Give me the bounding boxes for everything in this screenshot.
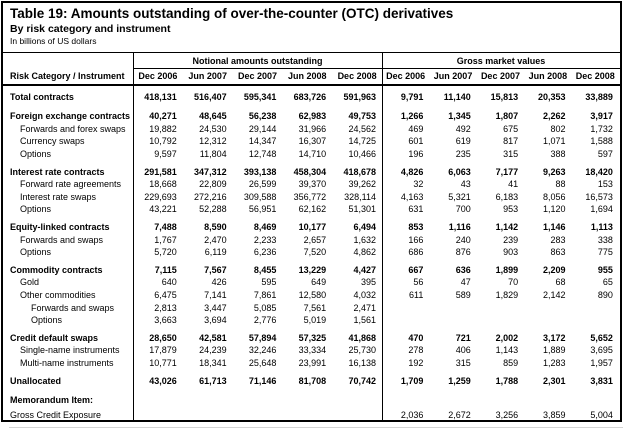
cell-value: 39,262 <box>348 179 376 190</box>
cell-value: 3,917 <box>590 111 613 122</box>
cell-value: 48,645 <box>199 111 227 122</box>
row-label: Forwards and swaps <box>20 234 104 245</box>
row-label: Options <box>20 247 52 258</box>
cell-value: 1,116 <box>448 222 471 233</box>
cell-value: 955 <box>597 264 613 275</box>
cell-value: 5,004 <box>590 409 613 420</box>
cell-value: 10,792 <box>149 136 177 147</box>
group-header-underline <box>133 68 620 69</box>
column-header: Dec 2007 <box>237 71 278 81</box>
column-header: Dec 2008 <box>575 71 615 81</box>
cell-value: 81,708 <box>298 375 327 386</box>
row-header-label: Risk Category / Instrument <box>10 71 125 81</box>
cell-value: 859 <box>503 357 519 368</box>
column-header: Jun 2007 <box>188 71 227 81</box>
cell-value: 1,120 <box>543 204 566 215</box>
cell-value: 2,672 <box>448 409 471 420</box>
cell-value: 1,266 <box>400 111 424 122</box>
cell-value: 70 <box>508 277 519 288</box>
cell-value: 3,695 <box>590 345 613 356</box>
section-spacer <box>3 387 620 394</box>
table-row <box>3 178 620 191</box>
row-label: Currency swaps <box>20 136 85 147</box>
table-row <box>3 344 620 357</box>
cell-value: 5,019 <box>303 315 327 326</box>
column-header: Jun 2008 <box>528 71 568 81</box>
cell-value: 8,590 <box>204 222 227 233</box>
cell-value: 2,471 <box>353 302 376 313</box>
cell-value: 28,650 <box>149 332 177 343</box>
cell-value: 43,026 <box>149 375 177 386</box>
cell-value: 3,859 <box>543 409 566 420</box>
cell-value: 9,791 <box>400 91 424 102</box>
cell-value: 1,071 <box>543 136 566 147</box>
cell-value: 6,183 <box>495 191 519 202</box>
cell-value: 1,767 <box>154 234 177 245</box>
cell-value: 3,831 <box>590 375 613 386</box>
cell-value: 14,725 <box>348 136 376 147</box>
cell-value: 2,813 <box>154 302 177 313</box>
cell-value: 309,588 <box>243 191 277 202</box>
cell-value: 516,407 <box>194 91 227 102</box>
cell-value: 41 <box>508 179 519 190</box>
table-row <box>3 221 620 234</box>
page-shadow-line <box>9 427 623 428</box>
cell-value: 3,256 <box>495 409 519 420</box>
table-title: Table 19: Amounts outstanding of over-the-counter (OTC) derivatives <box>10 6 454 21</box>
cell-value: 700 <box>455 204 471 215</box>
table-row <box>3 110 620 123</box>
cell-value: 192 <box>408 357 424 368</box>
notional-group-header: Notional amounts outstanding <box>192 55 323 66</box>
table-row <box>3 314 620 327</box>
cell-value: 591,963 <box>343 91 376 102</box>
cell-value: 328,114 <box>344 191 376 202</box>
cell-value: 10,771 <box>149 357 177 368</box>
cell-value: 418,678 <box>343 166 376 177</box>
row-label: Other commodities <box>20 290 96 301</box>
group-divider <box>382 53 383 420</box>
cell-value: 62,162 <box>298 204 327 215</box>
cell-value: 338 <box>597 234 613 245</box>
cell-value: 393,138 <box>243 166 277 177</box>
column-header: Dec 2007 <box>480 71 520 81</box>
cell-value: 13,229 <box>298 264 327 275</box>
cell-value: 26,599 <box>248 179 277 190</box>
table-body <box>3 86 620 421</box>
row-label: Gold <box>20 277 40 288</box>
row-label: Equity-linked contracts <box>10 222 110 233</box>
cell-value: 2,776 <box>253 315 277 326</box>
row-label: Interest rate swaps <box>20 191 97 202</box>
cell-value: 1,957 <box>590 357 613 368</box>
cell-value: 388 <box>550 149 566 160</box>
group-header-row <box>3 53 620 68</box>
cell-value: 890 <box>597 290 613 301</box>
cell-value: 7,141 <box>204 290 227 301</box>
cell-value: 5,720 <box>154 247 177 258</box>
column-header: Jun 2008 <box>288 71 327 81</box>
cell-value: 61,713 <box>199 375 227 386</box>
cell-value: 62,983 <box>298 111 327 122</box>
cell-value: 2,657 <box>303 234 327 245</box>
table-row <box>3 289 620 302</box>
cell-value: 278 <box>408 345 424 356</box>
cell-value: 7,567 <box>204 264 227 275</box>
cell-value: 8,469 <box>253 222 277 233</box>
cell-value: 24,239 <box>199 345 227 356</box>
cell-value: 3,447 <box>204 302 227 313</box>
cell-value: 1,283 <box>543 357 566 368</box>
row-label: Memorandum Item: <box>10 395 94 406</box>
cell-value: 19,882 <box>149 123 177 134</box>
cell-value: 1,829 <box>495 290 519 301</box>
cell-value: 640 <box>161 277 177 288</box>
cell-value: 16,573 <box>585 191 613 202</box>
cell-value: 65 <box>602 277 613 288</box>
cell-value: 2,209 <box>543 264 566 275</box>
cell-value: 4,032 <box>353 290 376 301</box>
cell-value: 8,455 <box>253 264 277 275</box>
cell-value: 57,894 <box>248 332 277 343</box>
table-row <box>3 165 620 178</box>
cell-value: 1,889 <box>543 345 566 356</box>
cell-value: 9,597 <box>154 149 177 160</box>
cell-value: 57,325 <box>298 332 327 343</box>
row-label: Credit default swaps <box>10 332 99 343</box>
cell-value: 3,172 <box>543 332 566 343</box>
cell-value: 492 <box>455 123 471 134</box>
cell-value: 1,345 <box>448 111 471 122</box>
cell-value: 41,868 <box>348 332 376 343</box>
row-label: Gross Credit Exposure <box>10 409 102 420</box>
row-label: Interest rate contracts <box>10 166 105 177</box>
cell-value: 1,259 <box>448 375 471 386</box>
cell-value: 7,520 <box>303 247 327 258</box>
cell-value: 597 <box>597 149 613 160</box>
cell-value: 721 <box>455 332 471 343</box>
cell-value: 7,488 <box>154 222 177 233</box>
cell-value: 406 <box>455 345 471 356</box>
cell-value: 631 <box>408 204 424 215</box>
cell-value: 229,693 <box>144 191 177 202</box>
table-row <box>3 191 620 204</box>
cell-value: 239 <box>503 234 519 245</box>
cell-value: 1,588 <box>590 136 613 147</box>
cell-value: 5,652 <box>590 332 613 343</box>
cell-value: 31,966 <box>298 123 327 134</box>
column-header: Dec 2006 <box>386 71 426 81</box>
cell-value: 291,581 <box>144 166 177 177</box>
cell-value: 601 <box>408 136 424 147</box>
cell-value: 10,466 <box>348 149 376 160</box>
cell-value: 1,113 <box>590 222 613 233</box>
cell-value: 56 <box>413 277 424 288</box>
cell-value: 5,085 <box>253 302 277 313</box>
cell-value: 315 <box>503 149 519 160</box>
cell-value: 235 <box>455 149 471 160</box>
cell-value: 2,002 <box>495 332 519 343</box>
cell-value: 40,271 <box>149 111 177 122</box>
cell-value: 775 <box>597 247 613 258</box>
cell-value: 356,772 <box>293 191 327 202</box>
table-row <box>3 357 620 370</box>
cell-value: 6,475 <box>154 290 177 301</box>
cell-value: 426 <box>211 277 227 288</box>
row-label: Options <box>31 315 63 326</box>
cell-value: 395 <box>360 277 376 288</box>
table-row <box>3 233 620 246</box>
cell-value: 1,142 <box>495 222 519 233</box>
cell-value: 4,427 <box>353 264 376 275</box>
cell-value: 12,748 <box>248 149 277 160</box>
cell-value: 24,562 <box>348 123 376 134</box>
title-block <box>3 3 620 46</box>
cell-value: 863 <box>550 247 566 258</box>
cell-value: 166 <box>408 234 424 245</box>
row-label: Total contracts <box>10 91 74 102</box>
cell-value: 6,119 <box>204 247 227 258</box>
column-header: Dec 2008 <box>337 71 377 81</box>
cell-value: 595 <box>261 277 277 288</box>
cell-value: 12,312 <box>199 136 227 147</box>
cell-value: 33,889 <box>585 91 613 102</box>
cell-value: 43 <box>460 179 471 190</box>
cell-value: 9,263 <box>543 166 566 177</box>
cell-value: 418,131 <box>144 91 177 102</box>
table-row <box>3 408 620 421</box>
cell-value: 2,301 <box>543 375 566 386</box>
cell-value: 25,730 <box>348 345 376 356</box>
cell-value: 589 <box>455 290 471 301</box>
cell-value: 39,370 <box>298 179 327 190</box>
cell-value: 6,063 <box>448 166 471 177</box>
table-row <box>3 264 620 277</box>
cell-value: 4,826 <box>400 166 424 177</box>
cell-value: 675 <box>503 123 519 134</box>
gross-group-header: Gross market values <box>456 55 546 66</box>
table-row <box>3 332 620 345</box>
cell-value: 18,420 <box>585 166 613 177</box>
cell-value: 1,632 <box>353 234 376 245</box>
table-row <box>3 88 620 105</box>
table-row <box>3 276 620 289</box>
cell-value: 51,301 <box>348 204 376 215</box>
table-row <box>3 394 620 407</box>
row-label: Multi-name instruments <box>20 357 114 368</box>
cell-value: 2,142 <box>543 290 566 301</box>
row-label: Forwards and forex swaps <box>20 123 126 134</box>
cell-value: 636 <box>455 264 471 275</box>
cell-value: 56,238 <box>248 111 277 122</box>
cell-value: 49,753 <box>348 111 376 122</box>
table-grid <box>3 52 620 420</box>
cell-value: 315 <box>455 357 471 368</box>
cell-value: 15,813 <box>490 91 519 102</box>
cell-value: 32,246 <box>248 345 277 356</box>
cell-value: 29,144 <box>248 123 277 134</box>
row-label: Commodity contracts <box>10 264 103 275</box>
table-subtitle: By risk category and instrument <box>10 23 171 35</box>
otc-derivatives-table <box>1 1 622 422</box>
cell-value: 8,056 <box>543 191 566 202</box>
cell-value: 18,668 <box>149 179 177 190</box>
cell-value: 3,694 <box>204 315 227 326</box>
cell-value: 11,140 <box>443 91 471 102</box>
cell-value: 853 <box>408 222 424 233</box>
cell-value: 1,899 <box>495 264 519 275</box>
cell-value: 7,115 <box>154 264 177 275</box>
cell-value: 33,334 <box>298 345 327 356</box>
row-label: Foreign exchange contracts <box>10 111 131 122</box>
cell-value: 6,494 <box>353 222 376 233</box>
row-label: Options <box>20 204 52 215</box>
cell-value: 6,236 <box>253 247 277 258</box>
cell-value: 953 <box>503 204 519 215</box>
column-header: Dec 2006 <box>138 71 178 81</box>
cell-value: 7,177 <box>495 166 519 177</box>
column-header-row <box>3 68 620 86</box>
row-label: Options <box>20 149 52 160</box>
cell-value: 1,807 <box>495 111 519 122</box>
cell-value: 1,709 <box>400 375 424 386</box>
cell-value: 42,581 <box>199 332 227 343</box>
cell-value: 1,561 <box>353 315 376 326</box>
row-label: Forwards and swaps <box>31 302 115 313</box>
table-row <box>3 301 620 314</box>
cell-value: 10,177 <box>298 222 327 233</box>
cell-value: 649 <box>311 277 327 288</box>
cell-value: 347,312 <box>194 166 227 177</box>
cell-value: 22,809 <box>199 179 227 190</box>
cell-value: 7,861 <box>253 290 277 301</box>
cell-value: 876 <box>455 247 471 258</box>
cell-value: 47 <box>460 277 471 288</box>
cell-value: 12,580 <box>298 290 327 301</box>
cell-value: 56,951 <box>248 204 277 215</box>
cell-value: 2,233 <box>253 234 277 245</box>
cell-value: 18,341 <box>199 357 227 368</box>
cell-value: 2,036 <box>400 409 424 420</box>
cell-value: 20,353 <box>538 91 566 102</box>
table-row <box>3 203 620 216</box>
cell-value: 2,470 <box>204 234 227 245</box>
cell-value: 1,694 <box>590 204 613 215</box>
cell-value: 3,663 <box>154 315 177 326</box>
cell-value: 611 <box>409 290 424 301</box>
cell-value: 16,138 <box>348 357 376 368</box>
cell-value: 70,742 <box>348 375 376 386</box>
table-row <box>3 135 620 148</box>
cell-value: 43,221 <box>149 204 177 215</box>
cell-value: 23,991 <box>298 357 327 368</box>
cell-value: 458,304 <box>293 166 327 177</box>
cell-value: 686 <box>408 247 424 258</box>
table-row <box>3 148 620 161</box>
cell-value: 1,732 <box>590 123 613 134</box>
cell-value: 11,804 <box>199 149 227 160</box>
cell-value: 25,648 <box>248 357 277 368</box>
cell-value: 5,321 <box>448 191 471 202</box>
cell-value: 14,347 <box>248 136 277 147</box>
cell-value: 903 <box>503 247 519 258</box>
cell-value: 619 <box>455 136 471 147</box>
cell-value: 68 <box>555 277 566 288</box>
cell-value: 14,710 <box>298 149 327 160</box>
cell-value: 4,862 <box>353 247 376 258</box>
cell-value: 595,341 <box>243 91 277 102</box>
cell-value: 7,561 <box>303 302 327 313</box>
cell-value: 240 <box>455 234 471 245</box>
cell-value: 469 <box>408 123 424 134</box>
cell-value: 71,146 <box>248 375 277 386</box>
cell-value: 1,143 <box>495 345 519 356</box>
label-column-divider <box>133 53 134 420</box>
cell-value: 16,307 <box>298 136 327 147</box>
column-header: Jun 2007 <box>433 71 473 81</box>
cell-value: 17,879 <box>149 345 177 356</box>
cell-value: 272,216 <box>194 191 227 202</box>
cell-value: 470 <box>408 332 424 343</box>
cell-value: 802 <box>550 123 566 134</box>
cell-value: 817 <box>503 136 519 147</box>
cell-value: 32 <box>413 179 424 190</box>
cell-value: 153 <box>597 179 613 190</box>
unit-note: In billions of US dollars <box>10 36 97 46</box>
cell-value: 24,530 <box>199 123 227 134</box>
cell-value: 52,288 <box>199 204 227 215</box>
cell-value: 196 <box>408 149 424 160</box>
table-row <box>3 246 620 259</box>
row-label: Forward rate agreements <box>20 179 122 190</box>
cell-value: 88 <box>555 179 566 190</box>
cell-value: 1,146 <box>543 222 566 233</box>
table-row <box>3 374 620 387</box>
cell-value: 667 <box>408 264 424 275</box>
row-label: Unallocated <box>10 375 62 386</box>
table-row <box>3 123 620 136</box>
cell-value: 2,262 <box>543 111 566 122</box>
cell-value: 1,788 <box>495 375 519 386</box>
cell-value: 4,163 <box>400 191 424 202</box>
cell-value: 283 <box>550 234 566 245</box>
row-label: Single-name instruments <box>20 345 120 356</box>
cell-value: 683,726 <box>293 91 327 102</box>
